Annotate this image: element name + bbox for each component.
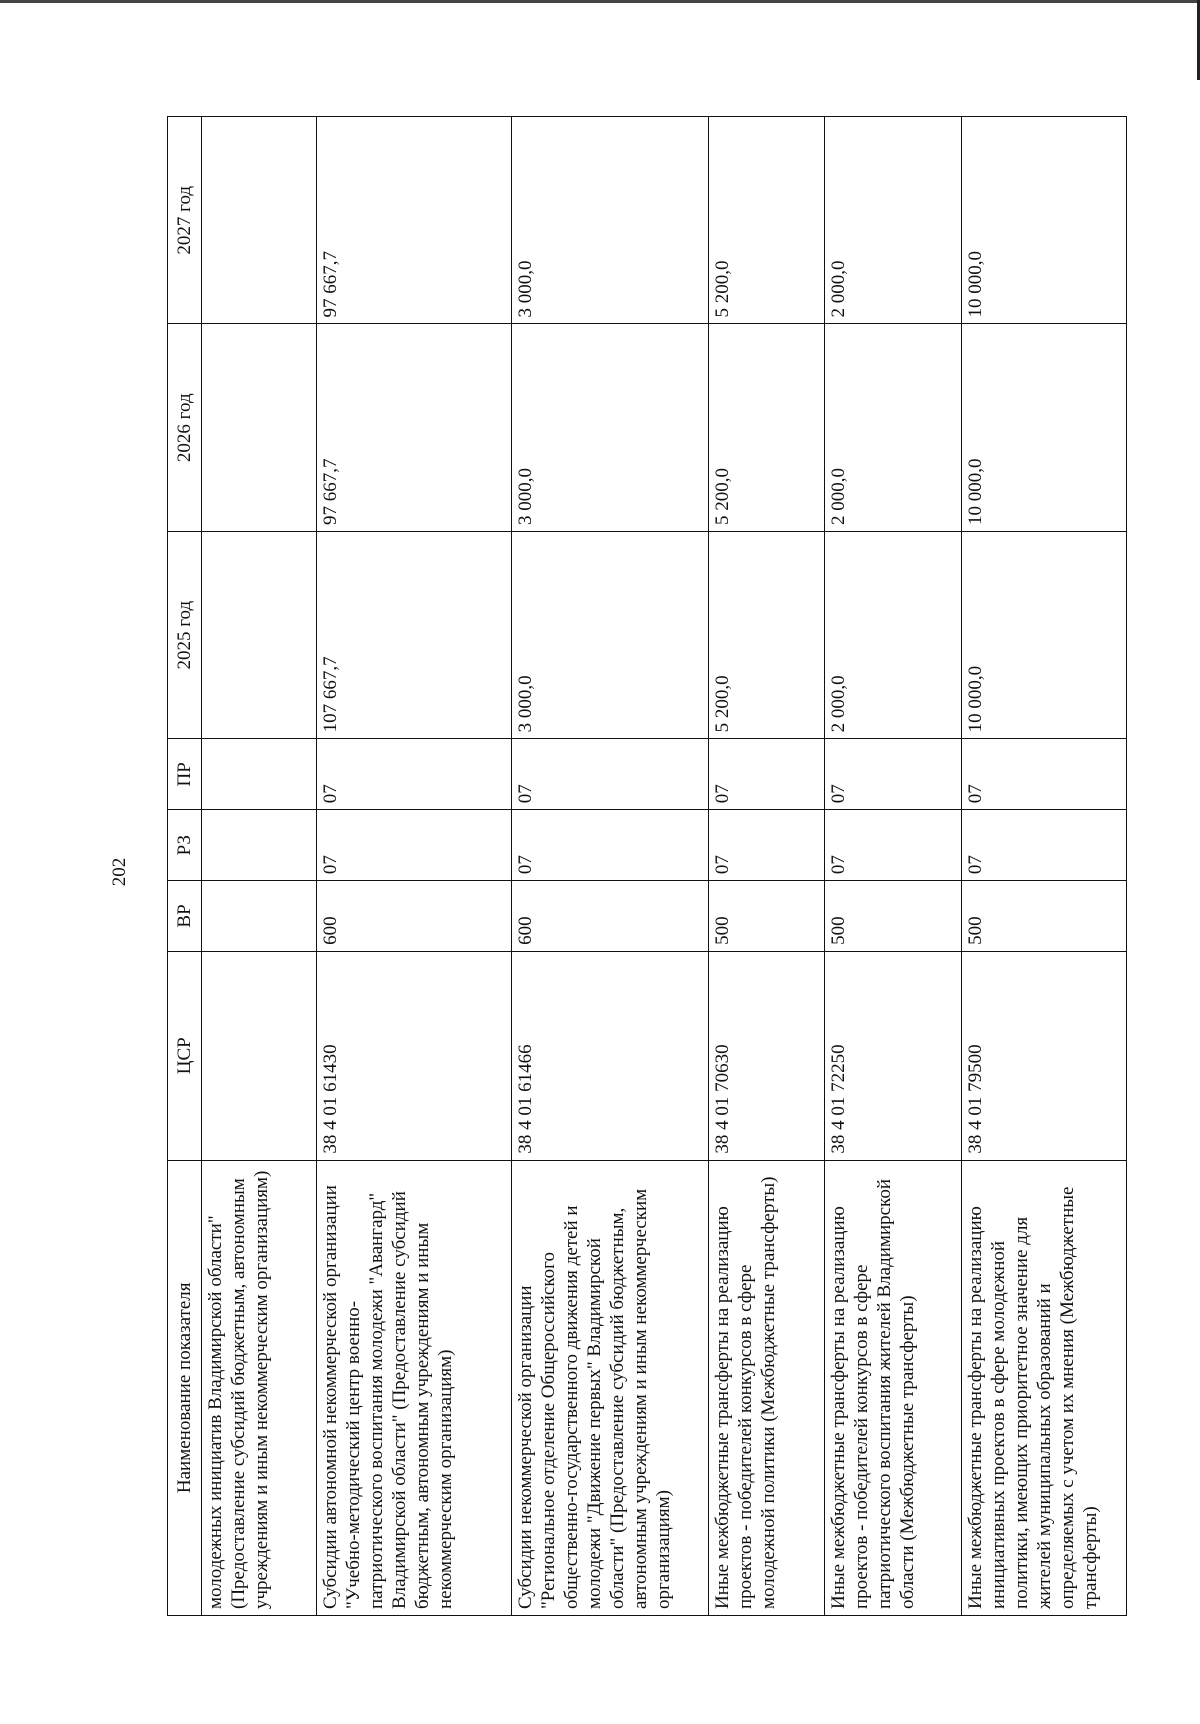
table-row (317, 117, 512, 1616)
row-csr: 38 4 01 61430 (317, 951, 512, 1160)
table-row (511, 117, 708, 1616)
row-vr: 600 (511, 881, 708, 952)
row-name: Иные межбюджетные трансферты на реализацию проектов - победителей конкурсов в сфере патриотического воспитания жителей Владимирской области (Межбюджетные трансферты) (824, 1160, 962, 1615)
row-2025 (202, 531, 317, 738)
row-csr: 38 4 01 70630 (708, 951, 824, 1160)
row-rz: 07 (511, 810, 708, 881)
row-2025: 107 667,7 (317, 531, 512, 738)
row-name: Субсидии некоммерческой организации "Региональное отделение Общероссийского общественно-государственного движения детей и молодежи "Движение первых" Владимирской области" (Предоставление субсидий бюджетным, автономным учреждениям и иным некоммерческим организациям) (511, 1160, 708, 1615)
row-2026 (202, 324, 317, 531)
header-pr: ПР (168, 739, 202, 810)
row-2026: 3 000,0 (511, 324, 708, 531)
row-vr: 500 (708, 881, 824, 952)
scan-top-edge (0, 0, 1200, 3)
row-name: Субсидии автономной некоммерческой организации "Учебно-методический центр военно-патриотического воспитания молодежи "Авангард" Владимирской области" (Предоставление субсидий бюджетным, автономным учреждениям и иным некоммерческим организациям) (317, 1160, 512, 1615)
row-rz: 07 (708, 810, 824, 881)
table-header-row (168, 117, 202, 1616)
row-rz: 07 (824, 810, 962, 881)
header-name: Наименование показателя (168, 1160, 202, 1615)
row-pr: 07 (317, 739, 512, 810)
row-2027 (202, 117, 317, 325)
table-row (202, 117, 317, 1616)
table-row (708, 117, 824, 1616)
row-vr: 500 (962, 881, 1127, 952)
row-2027: 97 667,7 (317, 117, 512, 325)
row-2027: 3 000,0 (511, 117, 708, 325)
row-2026: 5 200,0 (708, 324, 824, 531)
row-2025: 2 000,0 (824, 531, 962, 738)
row-rz: 07 (962, 810, 1127, 881)
table-row (824, 117, 962, 1616)
row-2025: 3 000,0 (511, 531, 708, 738)
row-name: Иные межбюджетные трансферты на реализацию инициативных проектов в сфере молодежной политики, имеющих приоритетное значение для жителей муниципальных образований и определяемых с учетом их мнения (Межбюджетные трансферты) (962, 1160, 1127, 1615)
row-csr: 38 4 01 79500 (962, 951, 1127, 1160)
row-2027: 10 000,0 (962, 117, 1127, 325)
header-rz: РЗ (168, 810, 202, 881)
row-2027: 2 000,0 (824, 117, 962, 325)
row-csr (202, 951, 317, 1160)
row-pr: 07 (824, 739, 962, 810)
header-csr: ЦСР (168, 951, 202, 1160)
row-2026: 2 000,0 (824, 324, 962, 531)
header-2025: 2025 год (168, 531, 202, 738)
row-pr: 07 (511, 739, 708, 810)
row-rz (202, 810, 317, 881)
row-rz: 07 (317, 810, 512, 881)
row-pr: 07 (708, 739, 824, 810)
row-vr: 600 (317, 881, 512, 952)
header-2027: 2027 год (168, 117, 202, 325)
row-name: Иные межбюджетные трансферты на реализацию проектов - победителей конкурсов в сфере молодежной политики (Межбюджетные трансферты) (708, 1160, 824, 1615)
row-pr: 07 (962, 739, 1127, 810)
row-2027: 5 200,0 (708, 117, 824, 325)
row-2026: 10 000,0 (962, 324, 1127, 531)
row-pr (202, 739, 317, 810)
row-csr: 38 4 01 61466 (511, 951, 708, 1160)
header-vr: ВР (168, 881, 202, 952)
header-2026: 2026 год (168, 324, 202, 531)
row-name: молодежных инициатив Владимирской области" (Предоставление субсидий бюджетным, автономным учреждениям и иным некоммерческим организациям) (202, 1160, 317, 1615)
budget-table (167, 116, 1127, 1616)
page-number: 202 (109, 857, 130, 887)
row-2026: 97 667,7 (317, 324, 512, 531)
row-csr: 38 4 01 72250 (824, 951, 962, 1160)
row-2025: 5 200,0 (708, 531, 824, 738)
table-row (962, 117, 1127, 1616)
rotated-table-container (167, 116, 1127, 1616)
row-vr: 500 (824, 881, 962, 952)
row-vr (202, 881, 317, 952)
row-2025: 10 000,0 (962, 531, 1127, 738)
